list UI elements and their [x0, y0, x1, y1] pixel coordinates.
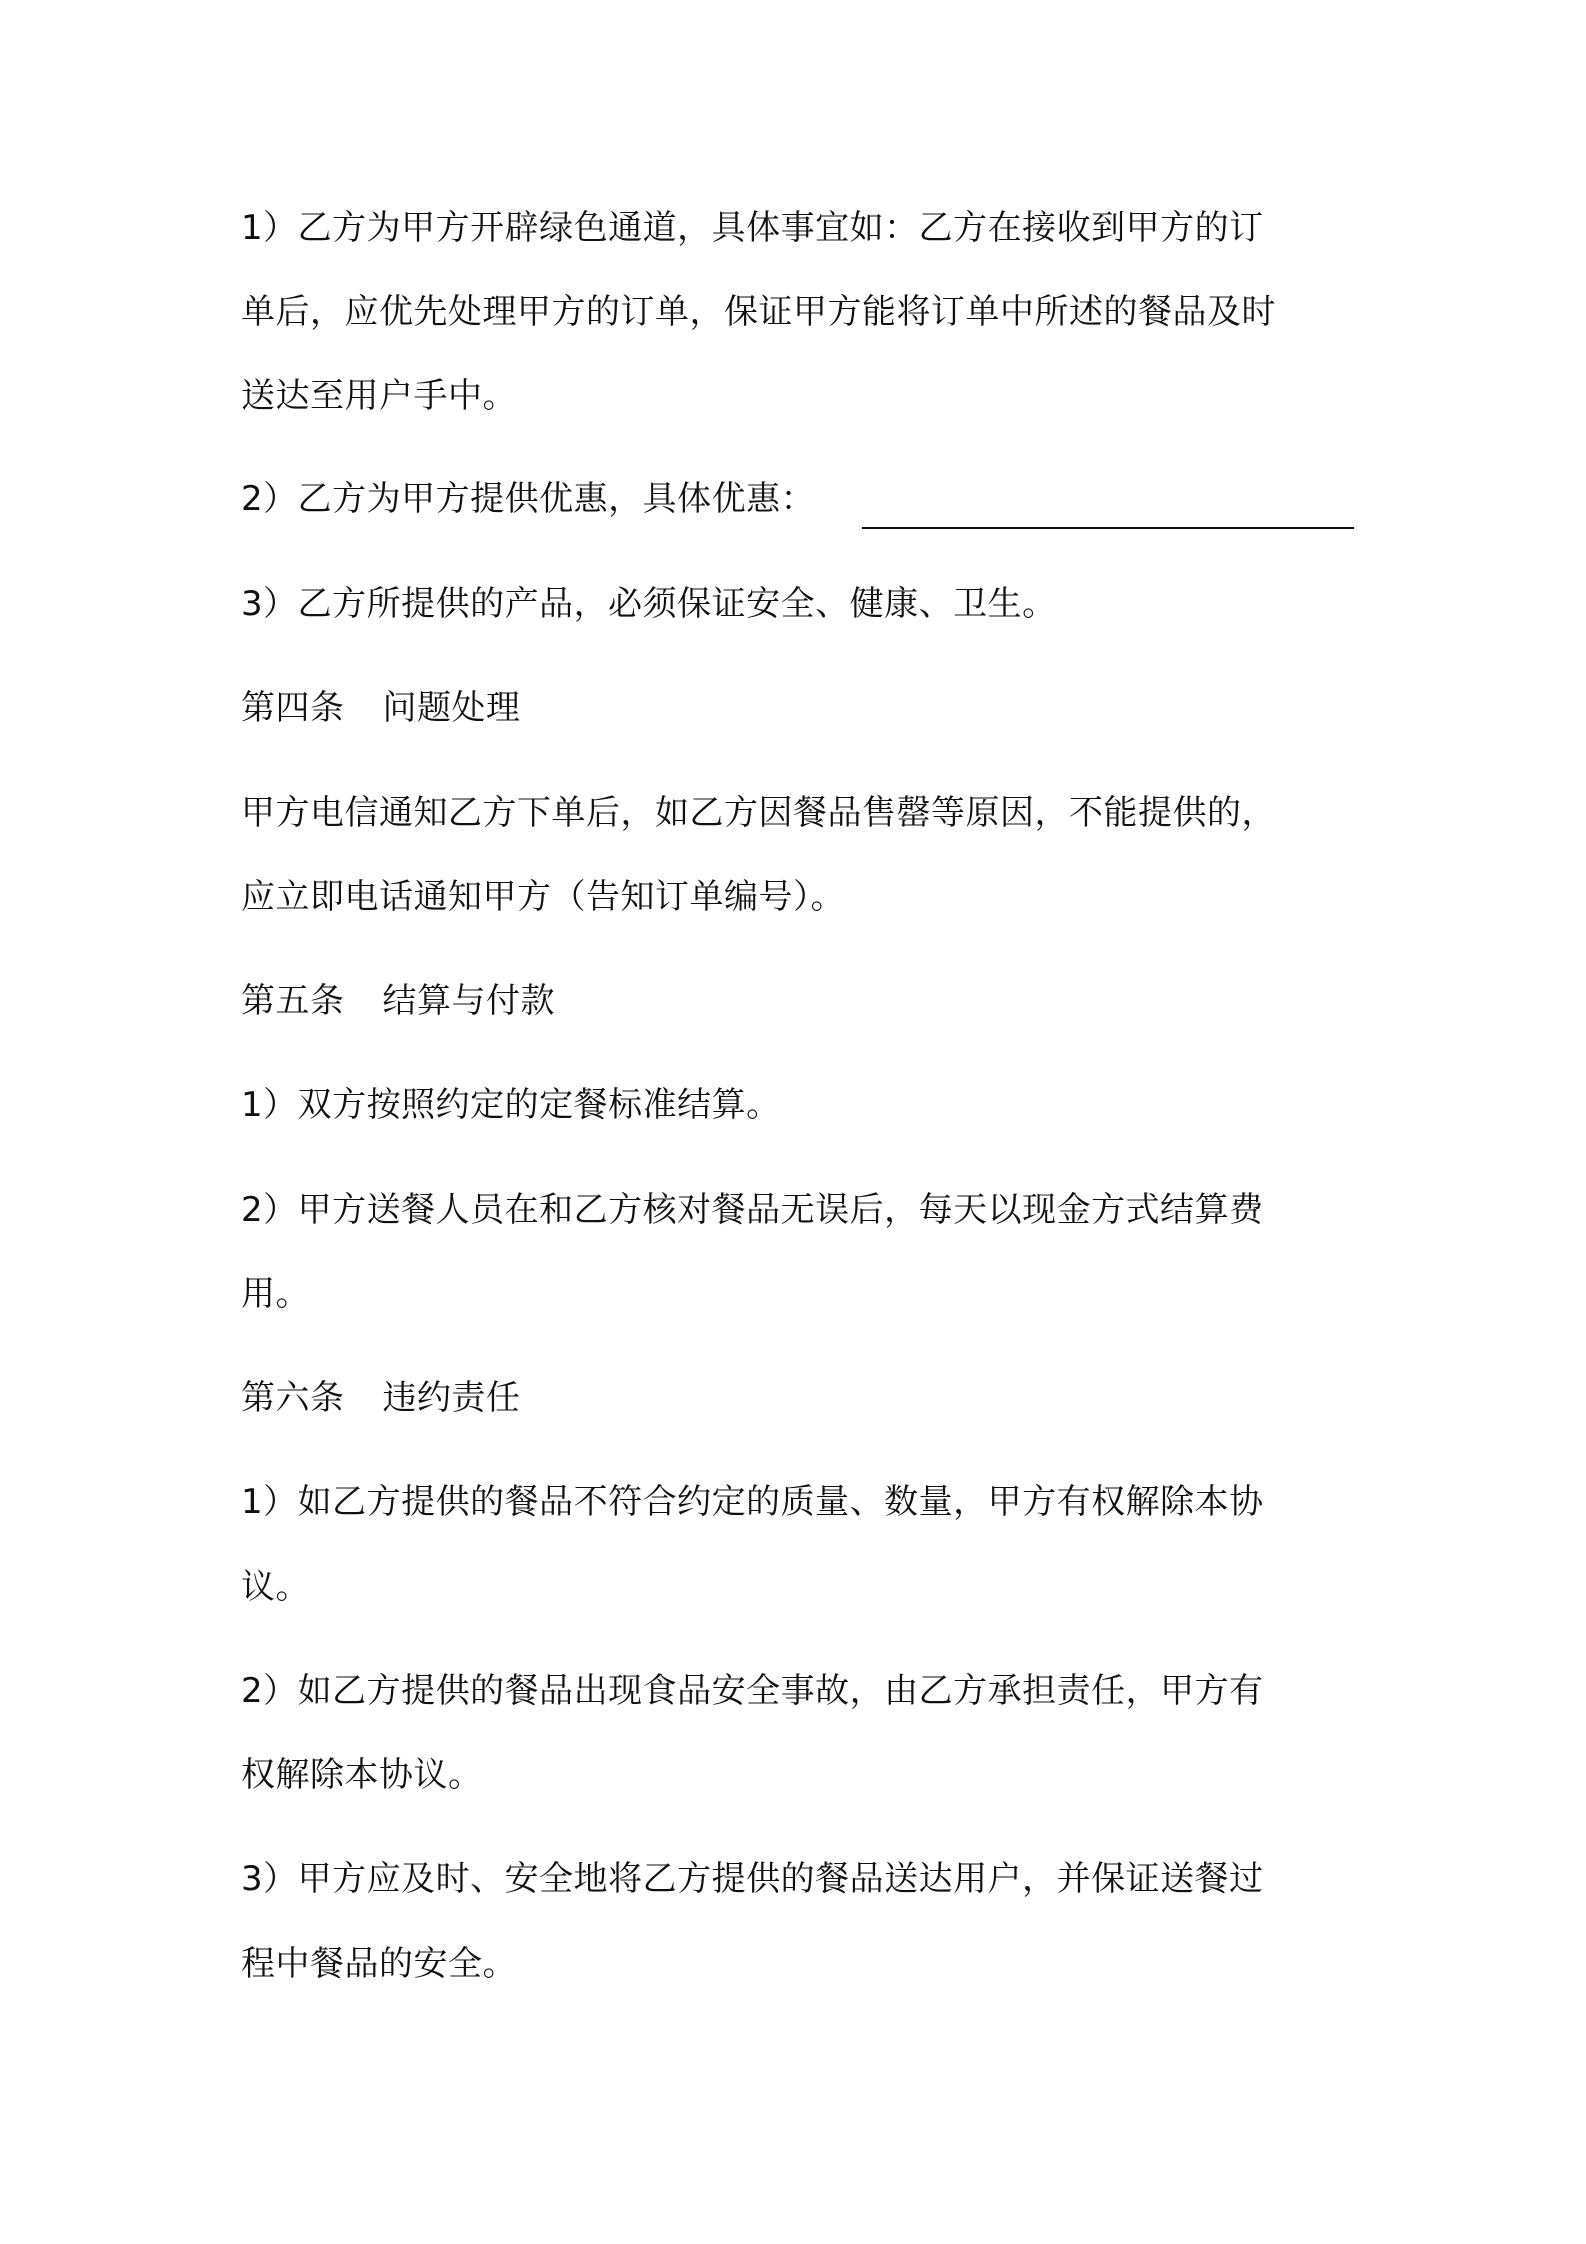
clause-3-item-1-line-3: 送达至用户手中。 [241, 376, 517, 416]
article-5-item-2-line-1: 2）甲方送餐人员在和乙方核对餐品无误后，每天以现金方式结算费 [241, 1190, 1264, 1230]
article-4-line-1: 甲方电信通知乙方下单后，如乙方因餐品售罄等原因，不能提供的， [241, 793, 1276, 833]
article-6-item-3-line-2: 程中餐品的安全。 [241, 1944, 517, 1984]
article-4-number: 第四条 [241, 688, 345, 728]
article-6-item-2-line-1: 2）如乙方提供的餐品出现食品安全事故，由乙方承担责任，甲方有 [241, 1671, 1264, 1711]
article-6-item-1-line-1: 1）如乙方提供的餐品不符合约定的质量、数量，甲方有权解除本协 [241, 1482, 1264, 1522]
article-5-item-1: 1）双方按照约定的定餐标准结算。 [241, 1085, 781, 1125]
article-4-title: 问题处理 [382, 688, 521, 728]
article-5-item-2-line-2: 用。 [241, 1274, 310, 1314]
article-4-line-2: 应立即电话通知甲方（告知订单编号）。 [241, 877, 845, 917]
article-4-heading [241, 687, 521, 729]
clause-3-item-2: 2）乙方为甲方提供优惠，具体优惠： [241, 479, 816, 519]
article-5-number: 第五条 [241, 981, 345, 1021]
discount-blank-line [862, 527, 1354, 529]
article-6-title: 违约责任 [382, 1378, 521, 1418]
article-5-heading [241, 980, 555, 1022]
article-6-item-1-line-2: 议。 [241, 1567, 310, 1607]
clause-3-item-1-line-1: 1）乙方为甲方开辟绿色通道，具体事宜如：乙方在接收到甲方的订 [241, 208, 1264, 248]
article-5-title: 结算与付款 [382, 981, 555, 1021]
article-6-number: 第六条 [241, 1378, 345, 1418]
article-6-item-2-line-2: 权解除本协议。 [241, 1755, 483, 1795]
article-6-heading [241, 1377, 521, 1419]
article-6-item-3-line-1: 3）甲方应及时、安全地将乙方提供的餐品送达用户，并保证送餐过 [241, 1859, 1264, 1899]
clause-3-item-1-line-2: 单后，应优先处理甲方的订单，保证甲方能将订单中所述的餐品及时 [241, 292, 1276, 332]
clause-3-item-3: 3）乙方所提供的产品，必须保证安全、健康、卫生。 [241, 584, 1057, 624]
